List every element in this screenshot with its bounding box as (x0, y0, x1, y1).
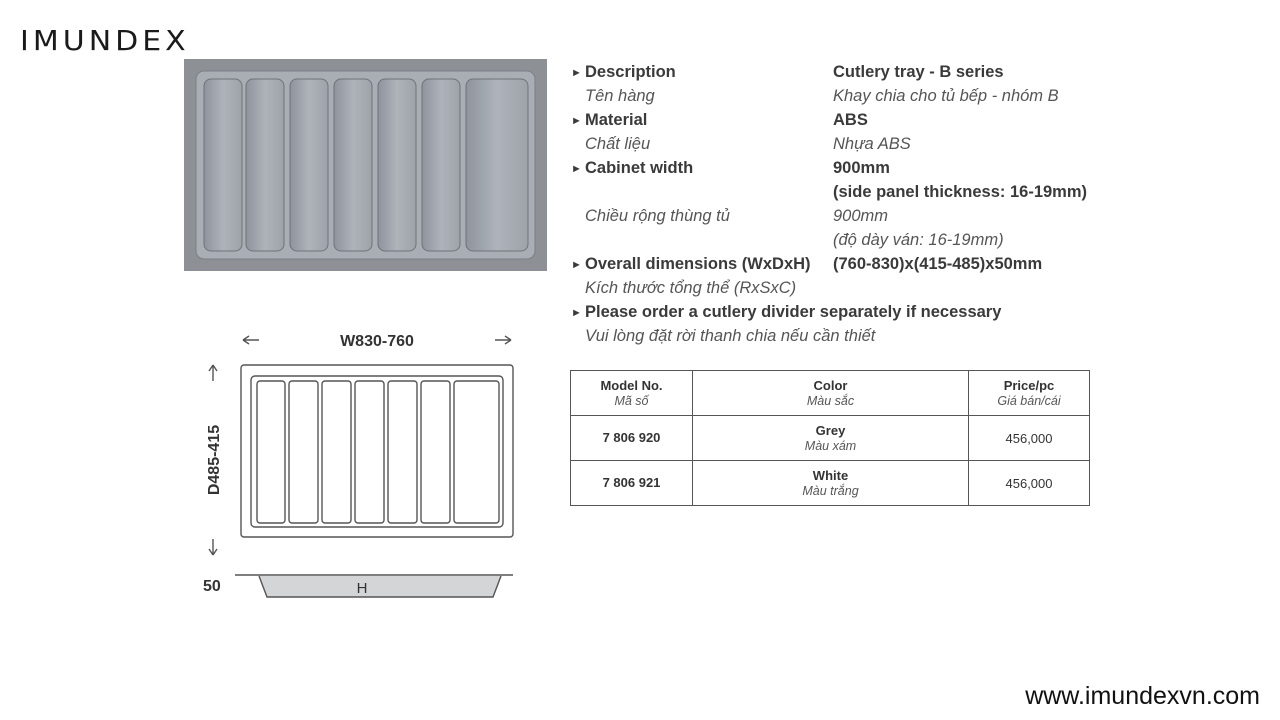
bullet-arrow-icon: ► (571, 307, 582, 319)
spec-label (571, 204, 730, 228)
spec-label-text: Description (585, 63, 676, 81)
spec-value: (760-830)x(415-485)x50mm (833, 255, 1043, 273)
tray-compartment (466, 79, 528, 251)
spec-list (571, 60, 1131, 348)
spec-label-text: Kích thước tổng thể (RxSxC) (585, 279, 797, 297)
spec-row (571, 228, 1131, 252)
bullet-arrow-icon: ► (571, 259, 582, 271)
header-price: Price/pc Giá bán/cái (969, 371, 1090, 416)
spec-label (571, 324, 875, 348)
width-arrow-left (243, 336, 259, 344)
spec-row (571, 156, 1131, 180)
cell-color: White Màu trắng (693, 461, 969, 506)
spec-value: Cutlery tray - B series (833, 63, 1004, 81)
table-row (571, 416, 1090, 461)
spec-value: 900mm (833, 159, 890, 177)
depth-label: D485-415 (206, 424, 223, 496)
spec-value: ABS (833, 111, 868, 129)
spec-label-text: Tên hàng (585, 87, 655, 105)
spec-label-text: Material (585, 111, 648, 129)
height-value: 50 (203, 578, 221, 595)
spec-value: (side panel thickness: 16-19mm) (833, 183, 1088, 201)
tray-compartments (204, 79, 528, 251)
spec-row (571, 180, 1131, 204)
cell-price: 456,000 (969, 461, 1090, 506)
spec-label (571, 252, 811, 277)
width-label: W830-760 (340, 333, 414, 350)
bullet-arrow-icon: ► (571, 163, 582, 175)
depth-arrow-up (209, 365, 217, 381)
drawing-compartment (355, 381, 384, 523)
spec-value: Nhựa ABS (833, 135, 911, 153)
cell-model: 7 806 921 (571, 461, 693, 506)
spec-row (571, 204, 1131, 228)
width-arrow-right (495, 336, 511, 344)
spec-row (571, 60, 1131, 84)
spec-label-text: Vui lòng đặt rời thanh chia nếu cần thiết (585, 327, 876, 345)
spec-row (571, 84, 1131, 108)
tray-outline (241, 365, 513, 537)
spec-value: 900mm (833, 207, 889, 225)
brand-logo: IMUNDEX (20, 25, 190, 58)
drawing-compartment (388, 381, 417, 523)
spec-row (571, 300, 1131, 324)
price-table (570, 370, 1090, 506)
height-letter: H (356, 580, 368, 597)
table-header-row (571, 371, 1090, 416)
spec-label (571, 132, 650, 156)
depth-arrow-down (209, 539, 217, 555)
spec-row (571, 276, 1131, 300)
height-profile (259, 576, 501, 597)
spec-label (571, 60, 676, 85)
product-photo (184, 59, 547, 271)
cell-model: 7 806 920 (571, 416, 693, 461)
spec-label-text: Cabinet width (585, 159, 694, 177)
spec-value: (độ dày ván: 16-19mm) (833, 231, 1004, 249)
spec-label (571, 84, 655, 108)
technical-drawing (195, 325, 525, 610)
tray-compartment (290, 79, 328, 251)
tray-compartment (422, 79, 460, 251)
drawing-compartment (322, 381, 351, 523)
spec-label-text: Please order a cutlery divider separately if necessary (585, 303, 1002, 321)
table-row (571, 461, 1090, 506)
drawing-compartments (257, 381, 499, 523)
drawing-compartment (421, 381, 450, 523)
drawing-compartment (257, 381, 285, 523)
drawing-compartment (289, 381, 318, 523)
tray-compartment (204, 79, 242, 251)
tray-compartment (378, 79, 416, 251)
bullet-arrow-icon: ► (571, 115, 582, 127)
bullet-arrow-icon: ► (571, 67, 582, 79)
website-url[interactable]: www.imundexvn.com (1025, 682, 1260, 710)
spec-row (571, 132, 1131, 156)
header-model: Model No. Mã số (571, 371, 693, 416)
spec-label (571, 300, 1001, 325)
cell-color: Grey Màu xám (693, 416, 969, 461)
header-color: Color Màu sắc (693, 371, 969, 416)
spec-value: Khay chia cho tủ bếp - nhóm B (833, 87, 1059, 105)
spec-row (571, 252, 1131, 276)
drawing-compartment (454, 381, 499, 523)
spec-label (571, 276, 796, 300)
spec-label-text: Overall dimensions (WxDxH) (585, 255, 811, 273)
spec-row (571, 108, 1131, 132)
spec-label (571, 156, 693, 181)
spec-label (571, 108, 647, 133)
tray-compartment (246, 79, 284, 251)
tray-compartment (334, 79, 372, 251)
cell-price: 456,000 (969, 416, 1090, 461)
spec-row (571, 324, 1131, 348)
spec-label-text: Chất liệu (585, 135, 651, 153)
spec-label-text: Chiều rộng thùng tủ (585, 207, 730, 225)
